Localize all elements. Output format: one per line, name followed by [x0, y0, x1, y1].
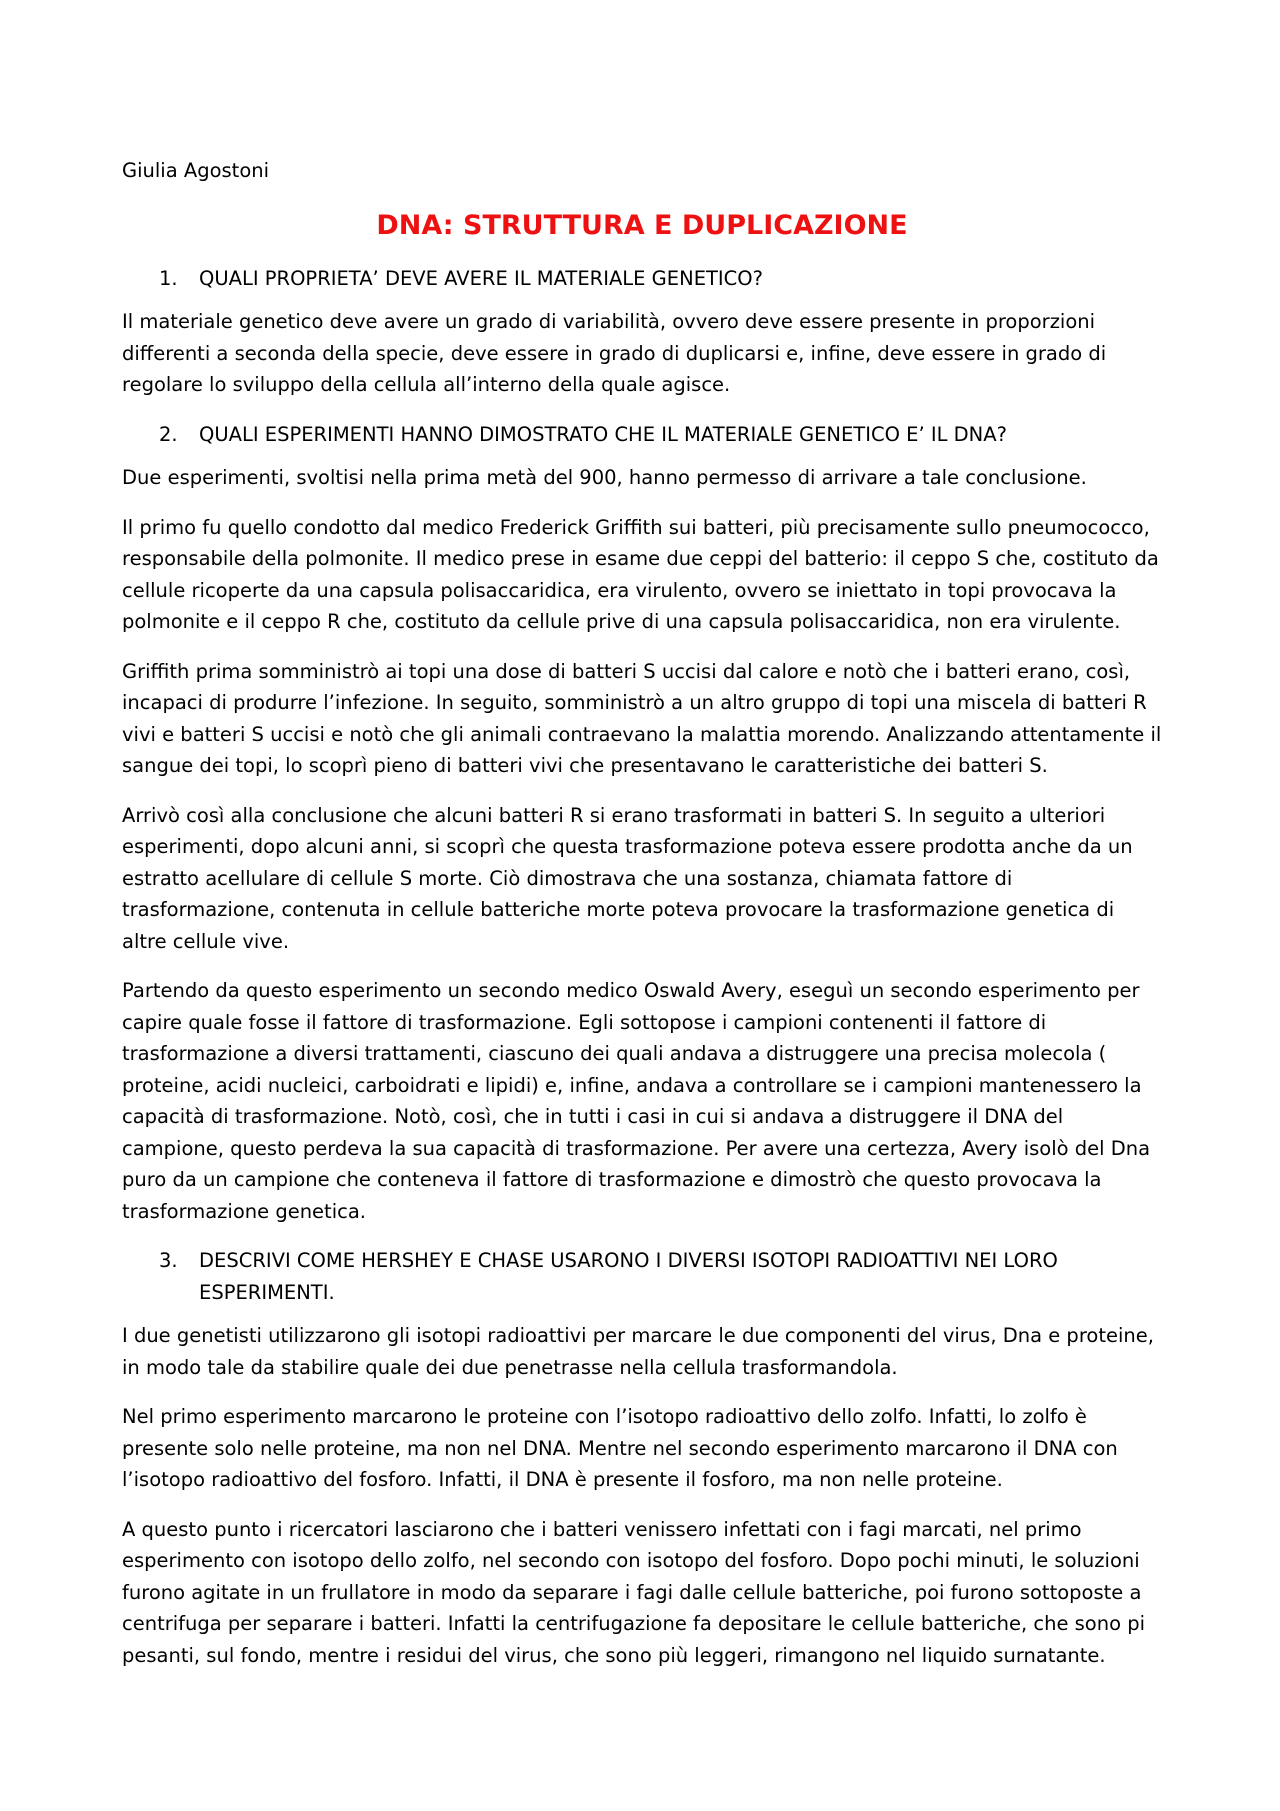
- section-1-question: [122, 263, 1162, 295]
- paragraph: Nel primo esperimento marcarono le proteine con l’isotopo radioattivo dello zolfo. Infatti, lo zolfo è presente solo nelle proteine, ma non nel DNA. Mentre nel secondo esperimento marcarono il DNA con l’isotopo radioattivo del fosforo. Infatti, il DNA è presente il fosforo, ma non nelle proteine.: [122, 1405, 1118, 1491]
- question-text: QUALI PROPRIETA’ DEVE AVERE IL MATERIALE GENETICO?: [199, 266, 763, 290]
- author-name: Giulia Agostoni: [122, 159, 270, 182]
- question-number: 1.: [159, 266, 178, 290]
- question-number: 3.: [159, 1249, 178, 1272]
- question-number: 2.: [159, 422, 178, 446]
- paragraph: Due esperimenti, svoltisi nella prima metà del 900, hanno permesso di arrivare a tale conclusione.: [122, 466, 1087, 489]
- paragraph: Partendo da questo esperimento un secondo medico Oswald Avery, eseguì un secondo esperimento per capire quale fosse il fattore di trasformazione. Egli sottopose i campioni contenenti il fattore di trasformazione a diversi trattamenti, ciascuno dei quali andava a distruggere una precisa molecola ( proteine, acidi nucleici, carboidrati e lipidi) e, infine, andava a controllare se i campioni mantenessero la capacità di trasformazione. Notò, così, che in tutti i casi in cui si andava a distruggere il DNA del campione, questo perdeva la sua capacità di trasformazione. Per avere una certezza, Avery isolò del Dna puro da un campione che conteneva il fattore di trasformazione e dimostrò che questo provocava la trasformazione genetica.: [122, 979, 1151, 1223]
- paragraph: I due genetisti utilizzarono gli isotopi radioattivi per marcare le due componenti del virus, Dna e proteine, in modo tale da stabilire quale dei due penetrasse nella cellula trasformandola.: [122, 1324, 1154, 1379]
- paragraph: Il materiale genetico deve avere un grado di variabilità, ovvero deve essere presente in proporzioni differenti a seconda della specie, deve essere in grado di duplicarsi e, infine, deve essere in grado di regolare lo sviluppo della cellula all’interno della quale agisce.: [122, 310, 1107, 396]
- question-text: DESCRIVI COME HERSHEY E CHASE USARONO I DIVERSI ISOTOPI RADIOATTIVI NEI LORO ESPERIMENTI.: [199, 1249, 1058, 1304]
- question-text: QUALI ESPERIMENTI HANNO DIMOSTRATO CHE IL MATERIALE GENETICO E’ IL DNA?: [199, 422, 1007, 446]
- paragraph: Il primo fu quello condotto dal medico Frederick Griffith sui batteri, più precisamente sullo pneumococco, responsabile della polmonite. Il medico prese in esame due ceppi del batterio: il ceppo S che, costituto da cellule ricoperte da una capsula polisaccaridica, era virulento, ovvero se iniettato in topi provocava la polmonite e il ceppo R che, costituto da cellule prive di una capsula polisaccaridica, non era virulente.: [122, 515, 1159, 633]
- document-title: DNA: STRUTTURA E DUPLICAZIONE: [376, 209, 908, 241]
- paragraph: A questo punto i ricercatori lasciarono che i batteri venissero infettati con i fagi marcati, nel primo esperimento con isotopo dello zolfo, nel secondo con isotopo del fosforo. Dopo pochi minuti, le soluzioni furono agitate in un frullatore in modo da separare i fagi dalle cellule batteriche, poi furono sottoposte a centrifuga per separare i batteri. Infatti la centrifugazione fa depositare le cellule batteriche, che sono pi pesanti, sul fondo, mentre i residui del virus, che sono più leggeri, rimangono nel liquido surnatante.: [122, 1517, 1146, 1667]
- section-2-question: [122, 419, 1162, 451]
- paragraph: Griffith prima somministrò ai topi una dose di batteri S uccisi dal calore e notò che i batteri erano, così, incapaci di produrre l’infezione. In seguito, somministrò a un altro gruppo di topi una miscela di batteri R vivi e batteri S uccisi e notò che gli animali contraevano la malattia morendo. Analizzando attentamente il sangue dei topi, lo scoprì pieno di batteri vivi che presentavano le caratteristiche dei batteri S.: [122, 659, 1162, 777]
- section-3-question: [122, 1245, 1162, 1308]
- paragraph: Arrivò così alla conclusione che alcuni batteri R si erano trasformati in batteri S. In seguito a ulteriori esperimenti, dopo alcuni anni, si scoprì che questa trasformazione poteva essere prodotta anche da un estratto acellulare di cellule S morte. Ciò dimostrava che una sostanza, chiamata fattore di trasformazione, contenuta in cellule batteriche morte poteva provocare la trasformazione genetica di altre cellule vive.: [122, 803, 1133, 953]
